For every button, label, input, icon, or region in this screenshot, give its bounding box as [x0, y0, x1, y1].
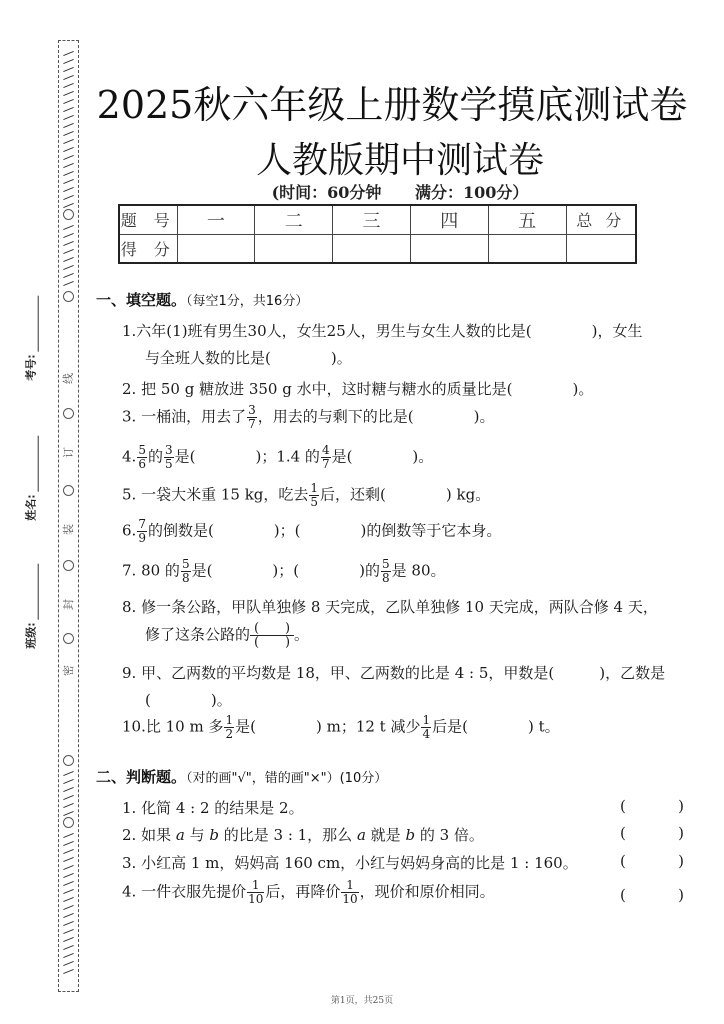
score-cell-2[interactable] — [255, 234, 333, 263]
judge-2: 2. 如果 a 与 b 的比是 3 : 1，那么 a 就是 b 的 3 倍。 — [122, 826, 484, 844]
slash-mark — [63, 803, 74, 808]
slash-mark — [63, 969, 74, 974]
slash-mark — [63, 873, 74, 878]
exam-time: (时间：60分钟 — [271, 183, 382, 202]
slash-mark — [63, 163, 74, 168]
fraction: $\frac{3}{5}$ — [164, 443, 173, 471]
slash-mark — [63, 155, 74, 160]
score-cell-4[interactable] — [410, 234, 488, 263]
question-4: 4. $\frac{5}{6}$ 的 $\frac{3}{5}$ 是( )；1.4 的 $\frac{4}{7}$ 是( )。 — [122, 443, 434, 471]
section-2-heading — [96, 766, 387, 787]
slash-mark — [63, 881, 74, 886]
question-8-line-2: 修了这条公路的 ( ) ( ) 。 — [145, 621, 310, 650]
judge-4-answer[interactable]: ( ) — [620, 886, 684, 904]
score-cell-3[interactable] — [333, 234, 411, 263]
slash-mark — [63, 203, 74, 208]
slash-mark — [63, 953, 74, 958]
fraction: $\frac{5}{8}$ — [382, 557, 390, 585]
circle-mark — [63, 817, 74, 828]
col-4: 四 — [410, 205, 488, 234]
exam-full-score: 满分：100分） — [415, 183, 529, 202]
slash-mark — [63, 841, 74, 846]
slash-mark — [63, 833, 74, 838]
col-2: 二 — [255, 205, 333, 234]
judge-3-answer[interactable]: ( ) — [620, 852, 684, 870]
slash-mark — [63, 929, 74, 934]
question-6: 6. $\frac{7}{9}$ 的倒数是( )；( )的倒数等于它本身。 — [122, 517, 502, 545]
judge-3: 3. 小红高 1 m，妈妈高 160 cm，小红与妈妈身高的比是 1 : 160。 — [122, 854, 578, 872]
question-7: 7. 80 的 $\frac{5}{8}$ 是( )；( )的 $\frac{5}{8}$ 是 80。 — [122, 557, 446, 585]
slash-mark — [63, 265, 74, 270]
name-label: 姓名: — [24, 494, 38, 521]
judge-1: 1. 化简 4 : 2 的结果是 2。 — [122, 799, 304, 817]
slash-mark — [63, 67, 74, 72]
slash-mark — [63, 779, 74, 784]
judge-1-answer[interactable]: ( ) — [620, 797, 684, 815]
fraction: $\frac{3}{7}$ — [248, 403, 256, 431]
circle-mark — [63, 209, 74, 220]
col-1: 一 — [177, 205, 255, 234]
slash-mark — [63, 945, 74, 950]
section-1-heading — [96, 289, 308, 310]
fraction-blank[interactable]: ( ) ( ) — [250, 622, 294, 649]
slash-mark — [63, 771, 74, 776]
fraction: $\frac{7}{9}$ — [138, 517, 146, 545]
fraction: $\frac{5}{8}$ — [181, 557, 190, 585]
fraction: $\frac{1}{5}$ — [310, 481, 319, 509]
binding-mark-2: 装 — [62, 524, 75, 535]
slash-mark — [63, 889, 74, 894]
slash-mark — [63, 937, 74, 942]
class-field[interactable] — [18, 568, 54, 648]
score-cell-1[interactable] — [177, 234, 255, 263]
fraction: $\frac{1}{10}$ — [342, 878, 358, 906]
question-1-line-1: 1.六年(1)班有男生30人，女生25人，男生与女生人数的比是( )，女生 — [122, 322, 643, 340]
slash-mark — [63, 249, 74, 254]
score-cell-total[interactable] — [566, 234, 636, 263]
slash-mark — [63, 187, 74, 192]
circle-mark — [63, 560, 74, 571]
slash-mark — [63, 171, 74, 176]
question-3: 3. 一桶油，用去了 $\frac{3}{7}$ ，用去的与剩下的比是( )。 — [122, 403, 495, 431]
section-2-note: （对的画"√"，错的画"×"）(10分） — [186, 771, 388, 786]
question-1-line-2: 与全班人数的比是( )。 — [145, 349, 352, 367]
slash-mark — [63, 787, 74, 792]
slash-mark — [63, 51, 74, 56]
slash-mark — [63, 233, 74, 238]
fraction: $\frac{1}{2}$ — [225, 713, 234, 741]
slash-mark — [63, 195, 74, 200]
page-footer: 第1页，共25页 — [330, 996, 394, 1006]
judge-4: 4. 一件衣服先提价 $\frac{1}{10}$ 后，再降价 $\frac{1}{10}$ ，现价和原价相同。 — [122, 878, 495, 906]
circle-mark — [63, 633, 74, 644]
slash-mark — [63, 225, 74, 230]
class-label: 班级: — [24, 622, 38, 649]
circle-mark — [63, 755, 74, 766]
score-table-score-row — [119, 234, 636, 263]
slash-mark — [63, 281, 74, 286]
question-9-line-1: 9. 甲、乙两数的平均数是 18，甲、乙两数的比是 4 : 5，甲数是( )，乙数是 — [122, 664, 666, 682]
question-2: 2. 把 50 g 糖放进 350 g 水中，这时糖与糖水的质量比是( )。 — [122, 380, 594, 398]
section-1-title: 一、填空题。 — [96, 291, 187, 309]
binding-mark-0: 线 — [62, 373, 75, 384]
binding-strip — [58, 40, 79, 992]
slash-mark — [63, 257, 74, 262]
slash-mark — [63, 849, 74, 854]
slash-mark — [63, 241, 74, 246]
slash-mark — [63, 897, 74, 902]
slash-mark — [63, 905, 74, 910]
circle-mark — [63, 485, 74, 496]
exam-number-label: 考号: — [24, 354, 38, 381]
col-5: 五 — [488, 205, 566, 234]
slash-mark — [63, 139, 74, 144]
score-label: 得 分 — [119, 234, 177, 263]
slash-mark — [63, 913, 74, 918]
slash-mark — [63, 179, 74, 184]
page-title: 2025秋六年级上册数学摸底测试卷 — [96, 83, 688, 127]
circle-mark — [63, 408, 74, 419]
fraction: $\frac{4}{7}$ — [321, 443, 330, 471]
score-table-header-row — [119, 205, 636, 234]
slash-mark — [63, 811, 74, 816]
col-3: 三 — [333, 205, 411, 234]
slash-mark — [63, 59, 74, 64]
slash-mark — [63, 795, 74, 800]
slash-mark — [63, 131, 74, 136]
question-number-label: 题 号 — [119, 205, 177, 234]
page-subtitle: 人教版期中测试卷 — [255, 140, 544, 181]
slash-mark — [63, 921, 74, 926]
score-table — [118, 204, 637, 264]
score-cell-5[interactable] — [488, 234, 566, 263]
slash-mark — [63, 273, 74, 278]
section-1-note: （每空1分，共16分） — [186, 294, 309, 309]
slash-mark — [63, 961, 74, 966]
exam-meta — [80, 180, 720, 203]
binding-mark-1: 订 — [62, 447, 75, 458]
fraction: $\frac{5}{6}$ — [138, 443, 146, 471]
question-9-line-2: ( )。 — [145, 691, 232, 709]
binding-mark-4: 密 — [62, 665, 75, 676]
exam-number-field[interactable] — [18, 300, 54, 380]
question-10: 10.比 10 m 多 $\frac{1}{2}$ 是( ) m；12 t 减少 $\frac{1}{4}$ 后是( ) t。 — [122, 713, 560, 741]
question-5: 5. 一袋大米重 15 kg，吃去 $\frac{1}{5}$ 后，还剩( ) kg。 — [122, 481, 491, 509]
fraction: $\frac{1}{10}$ — [248, 878, 264, 906]
circle-mark — [63, 291, 74, 302]
fraction: $\frac{1}{4}$ — [422, 713, 431, 741]
slash-mark — [63, 147, 74, 152]
name-field[interactable] — [18, 440, 54, 520]
slash-mark — [63, 857, 74, 862]
binding-mark-3: 封 — [62, 599, 75, 610]
judge-2-answer[interactable]: ( ) — [620, 824, 684, 842]
question-8-line-1: 8. 修一条公路，甲队单独修 8 天完成，乙队单独修 10 天完成，两队合修 4 天， — [122, 598, 658, 616]
section-2-title: 二、判断题。 — [96, 768, 187, 786]
col-total: 总 分 — [566, 205, 636, 234]
slash-mark — [63, 865, 74, 870]
